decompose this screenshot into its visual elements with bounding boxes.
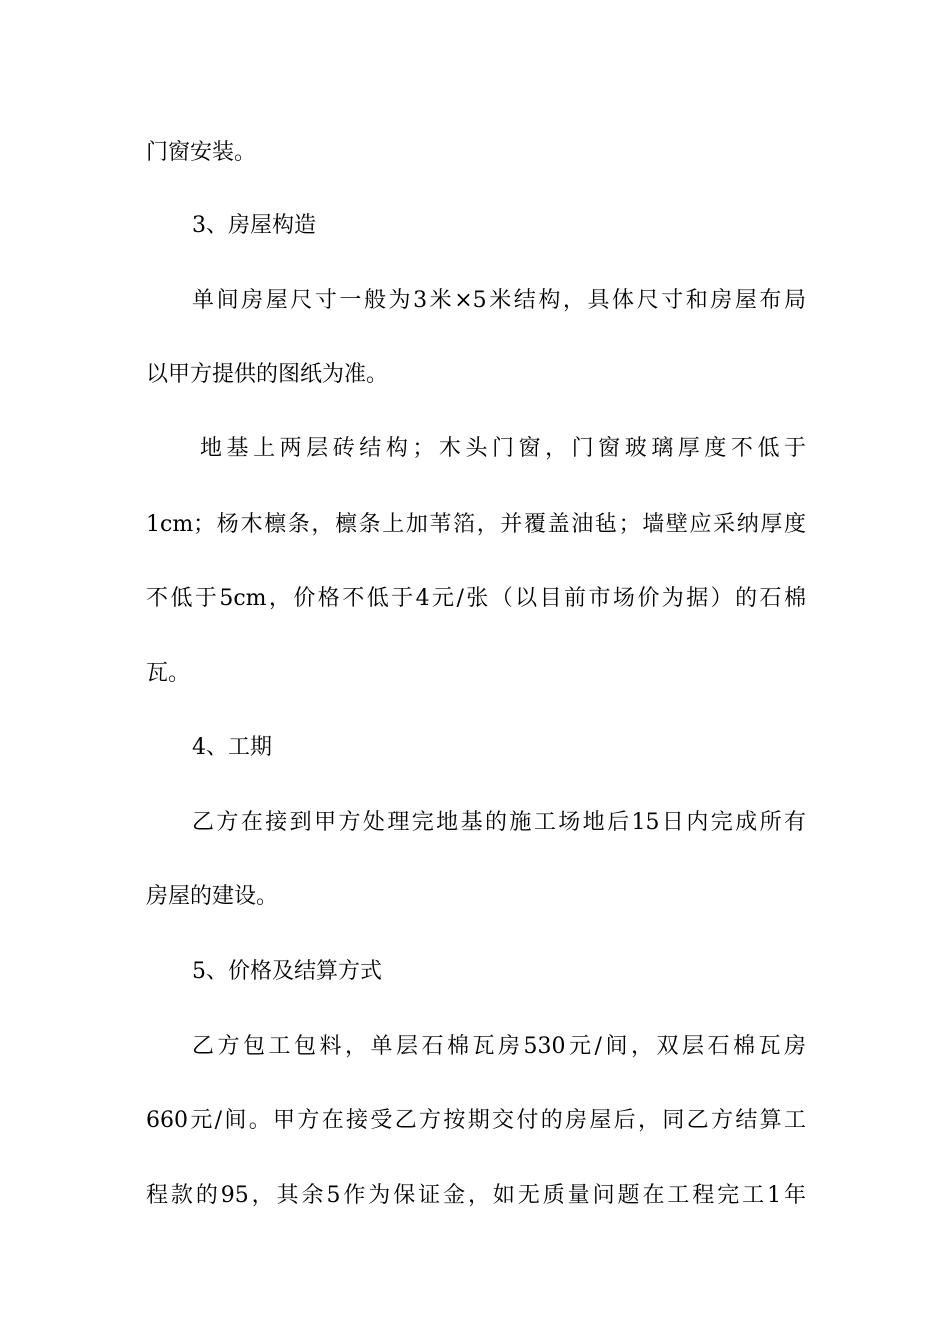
- text-line-8: 瓦。: [146, 661, 191, 686]
- text-line-13: 乙方包工包料，单层石棉瓦房530元/间，双层石棉瓦房: [192, 1034, 806, 1059]
- section-heading-3: 3、房屋构造: [192, 213, 316, 238]
- text-line-10: 乙方在接到甲方处理完地基的施工场地后15日内完成所有: [192, 810, 806, 835]
- text-line-5: 地基上两层砖结构；木头门窗，门窗玻璃厚度不低于: [200, 436, 806, 461]
- section-heading-4: 4、工期: [192, 735, 272, 760]
- text-line-6: 1cm；杨木檩条，檩条上加苇箔，并覆盖油毡；墙壁应采纳厚度: [146, 512, 806, 537]
- text-line-4: 以甲方提供的图纸为准。: [146, 362, 389, 387]
- text-line-7: 不低于5cm，价格不低于4元/张（以目前市场价为据）的石棉: [146, 586, 806, 611]
- section-heading-5: 5、价格及结算方式: [192, 959, 382, 984]
- text-line-11: 房屋的建设。: [146, 884, 279, 909]
- text-line-15: 程款的95，其余5作为保证金，如无质量问题在工程完工1年: [146, 1183, 806, 1208]
- text-line-3: 单间房屋尺寸一般为3米×5米结构，具体尺寸和房屋布局: [192, 288, 806, 313]
- text-line-1: 门窗安装。: [146, 140, 257, 165]
- text-line-14: 660元/间。甲方在接受乙方按期交付的房屋后，同乙方结算工: [146, 1108, 806, 1133]
